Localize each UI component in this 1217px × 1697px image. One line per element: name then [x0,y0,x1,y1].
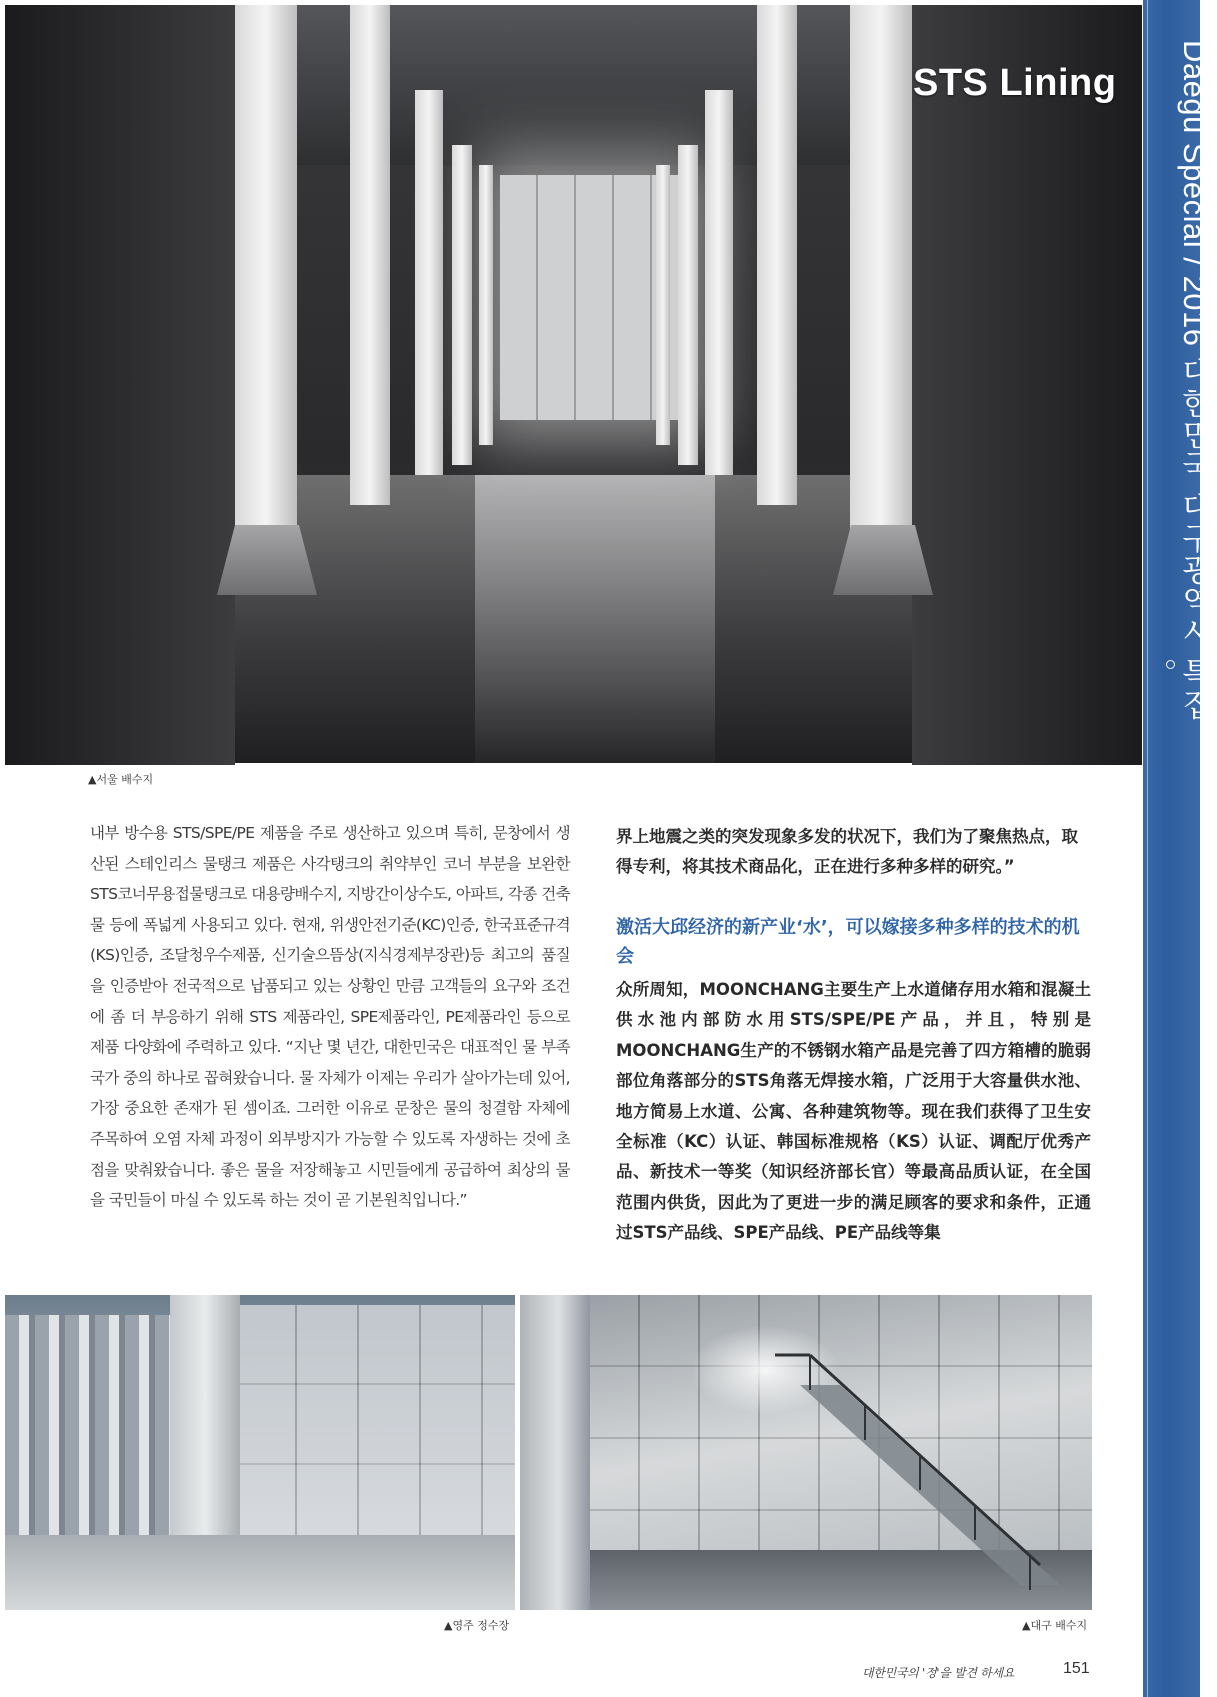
section-label: Daegu Special / 2016 대한민국 대구광역시 특집 [1177,40,1212,721]
photo-ceiling [235,5,912,165]
reservoir-photo-seoul [5,5,1142,763]
photo-floor-reflection [475,475,715,763]
photo-pillar [850,5,912,565]
photo-right-wall [912,5,1142,765]
photo-pillar [235,5,297,565]
section-tab-line [1147,0,1148,1697]
photo-pillar [479,165,493,445]
photo-staircase [770,1345,1090,1610]
chinese-continued-text: 界上地震之类的突发现象多发的状况下，我们为了聚焦热点，取得专利，将其技术商品化，正在进行多种多样的研究。” [616,827,1078,876]
photo-pillar [415,90,443,475]
footer-slogan: 대한민국의 '정'을 발견 하세요 [862,1666,1015,1680]
article-title: STS Lining [913,62,1117,104]
caption-top-photo: ▲서울 배수지 [88,773,154,786]
chinese-subheading: 激活大邱经济的新产业‘水’，可以嫁接多种多样的技术的机会 [616,917,1080,967]
water-treatment-photo-yeongju [5,1295,515,1610]
section-dot-icon [1166,660,1175,669]
photo-pillar [705,90,733,475]
page-number: 151 [1063,1660,1090,1677]
photo-pillar [656,165,670,445]
caption-bottom-right-photo: ▲대구 배수지 [1022,1619,1088,1632]
korean-body-text: 내부 방수용 STS/SPE/PE 제품을 주로 생산하고 있으며 특히, 문창에서 생산된 스테인리스 물탱크 제품은 사각탱크의 취약부인 코너 부분을 보완한 STS코너무용접물탱크로 대용량배수지, 지방간이상수도, 아파트, 각종 건축물 등에 폭넓게 사용되고 있다. 현재, 위생안전기준(KC)인증, 한국표준규격(KS)인증, 조달청우수제품, 신기술으뜸상(지식경제부장관)등 최고의 품질을 인증받아 전국적으로 납품되고 있는 상황인 만큼 고객들의 요구와 조건에 좀 더 부응하기 위해 STS 제품라인, SPE제품라인, PE제품라인 등으로 제품 다양화에 주력하고 있다. “지난 몇 년간, 대한민국은 대표적인 물 부족 국가 중의 하나로 꼽혀왔습니다. 물 자체가 이제는 우리가 살아가는데 있어, 가장 중요한 존재가 된 셈이죠. 그러한 이유로 문창은 물의 청결함 자체에 주목하여 오염 자체 과정이 외부방지가 가능할 수 있도록 자생하는 것에 초점을 맞춰왔습니다. 좋은 물을 저장해놓고 시민들에게 공급하여 최상의 물을 국민들이 마실 수 있도록 하는 것이 곧 기본원칙입니다.” [90,824,570,1210]
photo-column [520,1295,590,1610]
chinese-body-text: 众所周知，MOONCHANG主要生产上水道储存用水箱和混凝土供水池内部防水用STS/SPE/PE产品，并且，特别是MOONCHANG生产的不锈钢水箱产品是完善了四方箱槽的脆弱部位角落部分的STS角落无焊接水箱，广泛用于大容量供水池、地方简易上水道、公寓、各种建筑物等。现在我们获得了卫生安全标准（KC）认证、韩国标准规格（KS）认证、调配厅优秀产品、新技术一等奖（知识经济部长官）等最高品质认证，在全国范围内供货，因此为了更进一步的满足顾客的要求和条件，正通过STS产品线、SPE产品线、PE产品线等集 [616,980,1091,1243]
photo-pillar [757,5,797,505]
photo-pillar [350,5,390,505]
photo-floor [5,1535,515,1610]
reservoir-photo-daegu [520,1295,1092,1610]
caption-bottom-left-photo: ▲영주 정수장 [444,1619,510,1632]
photo-left-wall [5,5,235,765]
photo-pillar [678,145,698,465]
photo-pillar [452,145,472,465]
